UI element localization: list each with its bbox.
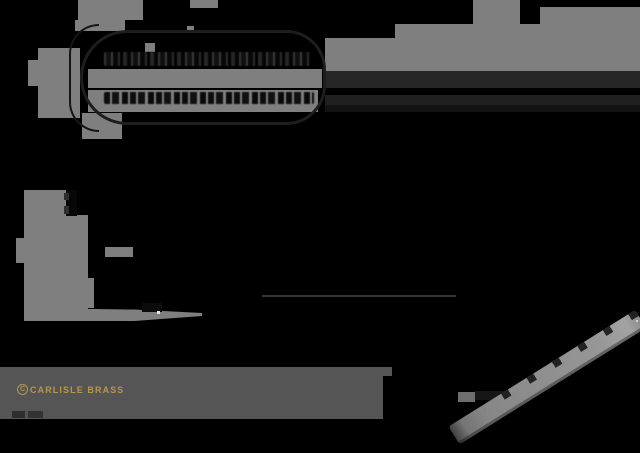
dimension-mark (64, 193, 69, 200)
rose-silhouette (24, 190, 66, 320)
rose-silhouette (88, 278, 94, 308)
artifact-patch (190, 0, 218, 8)
rose-silhouette (66, 215, 88, 320)
artifact-block (473, 0, 520, 24)
artifact-block (395, 24, 640, 71)
artifact-dark-band (325, 71, 640, 88)
fine-print-smudge (28, 411, 43, 418)
artifact-block (325, 38, 395, 71)
fine-print-smudge (12, 411, 25, 418)
lever-handle-photo-bar (448, 310, 640, 444)
handle-outline (80, 30, 326, 125)
brand-name: CARLISLE BRASS (30, 385, 125, 395)
highlight-speck (157, 311, 160, 314)
artifact-block (540, 7, 640, 24)
carlisle-brass-logo-icon (17, 384, 28, 395)
rose-silhouette (16, 238, 24, 263)
artifact-patch (28, 60, 38, 86)
brand-bar-notch (383, 367, 392, 376)
logo-glyph: C (19, 386, 26, 393)
lever-arm-silhouette (24, 308, 202, 321)
artifact-patch (78, 0, 143, 20)
dimension-label-box (105, 247, 133, 257)
spindle-photo (458, 392, 475, 402)
dimension-mark (64, 206, 69, 214)
highlight-speck (636, 320, 638, 322)
dimension-leader-line (262, 295, 456, 297)
artifact-dark-band (325, 95, 640, 105)
artifact-dark-band (325, 105, 640, 112)
